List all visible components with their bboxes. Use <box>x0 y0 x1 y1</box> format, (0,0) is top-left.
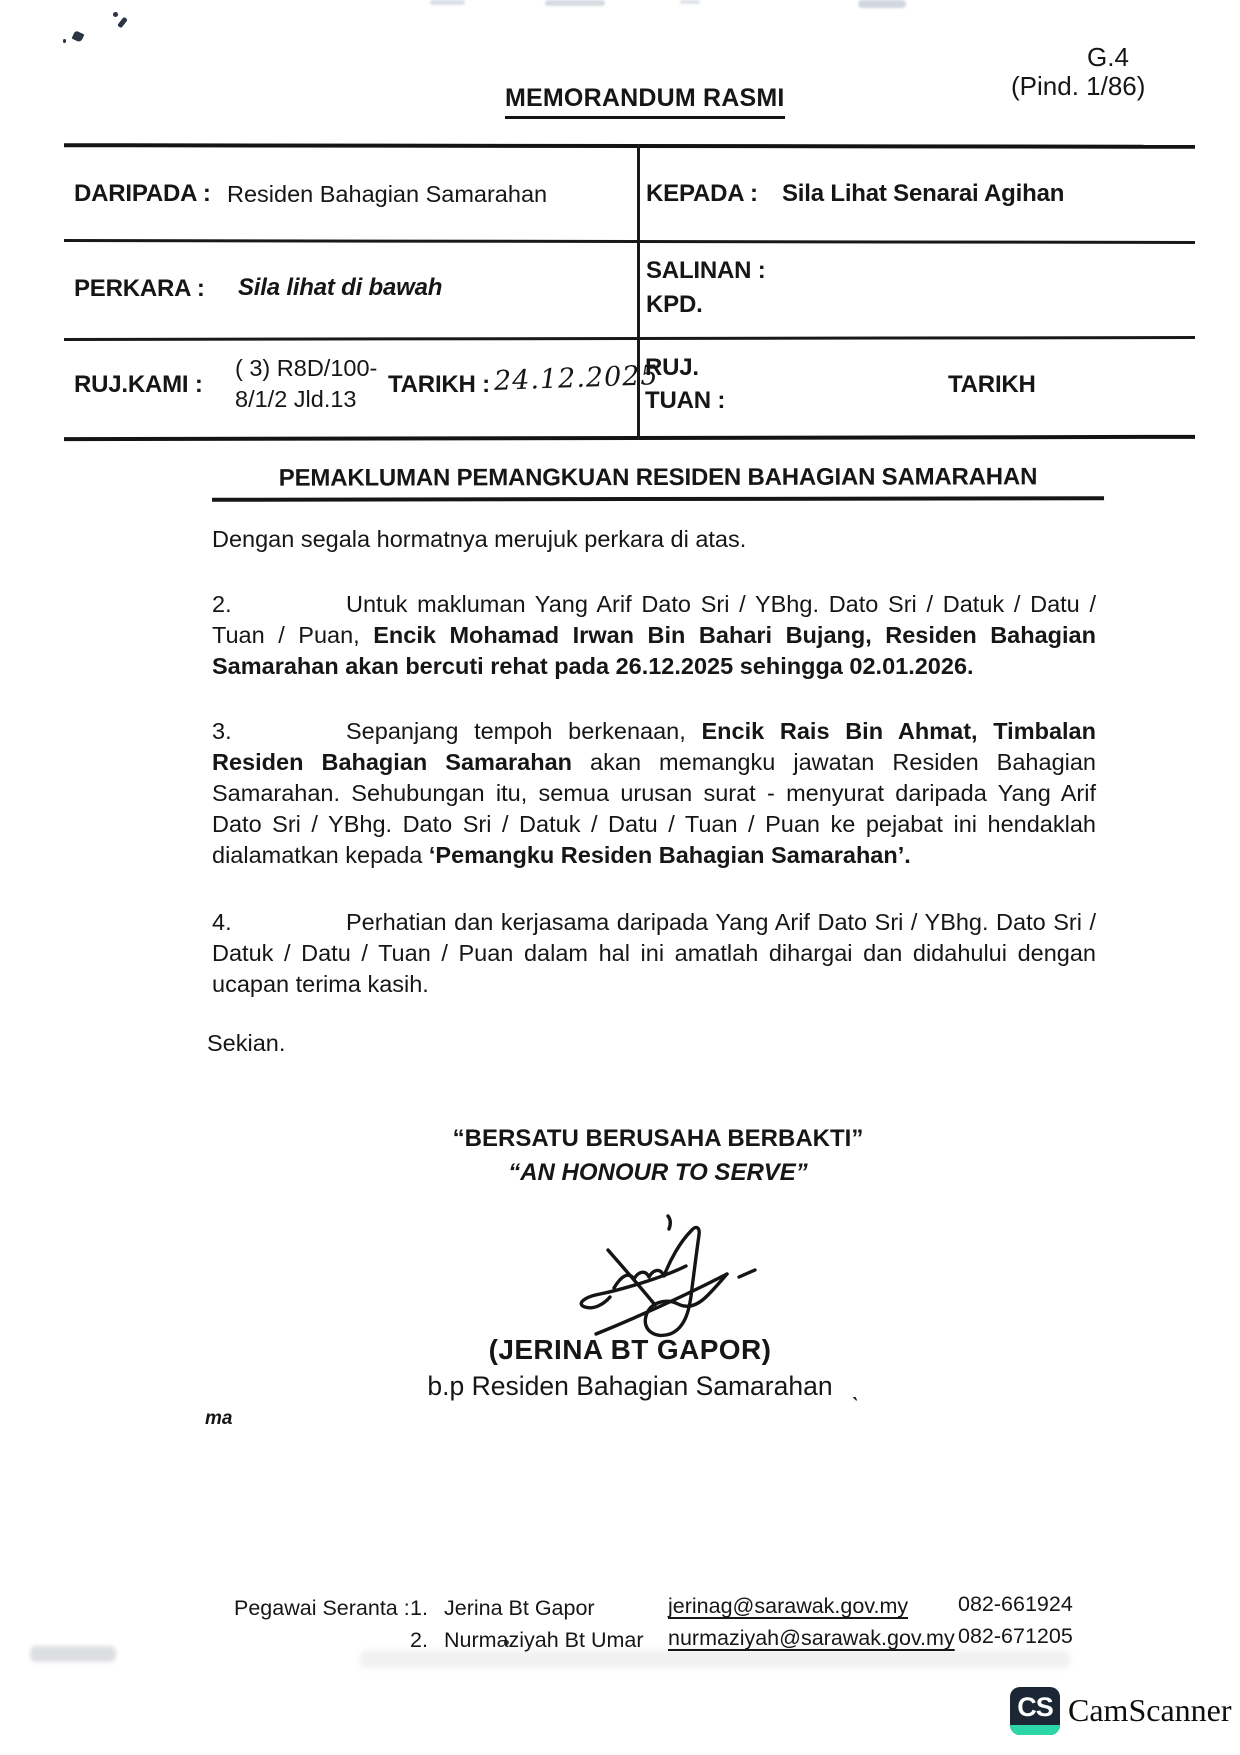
stray-pen-tick: ˋ <box>851 1392 860 1422</box>
paragraph-2-number: 2. <box>212 591 232 617</box>
ruj-tuan-label-line1: RUJ. <box>645 354 699 381</box>
document-title: MEMORANDUM RASMI <box>505 84 785 119</box>
table-border-bottom <box>64 435 1195 441</box>
subject-title: PEMAKLUMAN PEMANGKUAN RESIDEN BAHAGIAN SAMARAHAN <box>212 463 1104 502</box>
paragraph-4-number: 4. <box>212 909 232 935</box>
motto-line2: “AN HONOUR TO SERVE” <box>508 1159 808 1186</box>
camscanner-logo-letters: CS <box>1017 1691 1053 1722</box>
typist-initials-note: ma <box>205 1408 233 1429</box>
scan-smudge <box>30 1646 116 1662</box>
form-revision: (Pind. 1/86) <box>1011 71 1146 101</box>
officer-number: 2. <box>410 1628 428 1652</box>
officer-email: nurmaziyah@sarawak.gov.my <box>668 1626 955 1650</box>
paragraph-4-text: Perhatian dan kerjasama daripada Yang Arif Dato Sri / YBhg. Dato Sri / Datuk / Datu / Tuan / Puan dalam hal ini amatlah dihargai dan didahului dengan ucapan terima kasih. <box>212 909 1096 997</box>
ruj-tuan-label-line2: TUAN : <box>645 387 726 414</box>
table-border-top <box>64 143 1195 149</box>
scan-smudge <box>430 0 465 5</box>
camscanner-logo-icon <box>1010 1687 1060 1735</box>
paragraph-3-bold-text: Encik Rais Bin Ahmat, Timbalan Residen Bahagian Samarahan <box>212 718 1096 775</box>
scan-speck <box>63 39 66 43</box>
table-row-divider <box>64 239 1195 244</box>
scan-smudge <box>858 0 906 8</box>
kepada-label: KEPADA : <box>646 180 758 207</box>
scan-speck <box>113 12 118 17</box>
paragraph-4 <box>212 907 1096 1000</box>
officer-name: Jerina Bt Gapor <box>444 1596 595 1620</box>
signature-image <box>558 1208 763 1340</box>
scan-smudge <box>680 0 700 4</box>
officer-email: jerinag@sarawak.gov.my <box>668 1594 909 1618</box>
memo-header-table <box>64 144 1195 440</box>
camscanner-brand-text: CamScanner <box>1068 1692 1232 1728</box>
table-row-divider <box>64 336 1195 341</box>
ruj-kami-ref-line1: ( 3) R8D/100- <box>235 355 378 381</box>
daripada-value: Residen Bahagian Samarahan <box>227 181 548 207</box>
officer-name: Nurmaziyah Bt Umar <box>444 1628 644 1652</box>
tarikh-label: TARIKH : <box>388 371 490 398</box>
kpd-label: KPD. <box>646 291 703 318</box>
tarikh-handwritten-value: 24.12.2025 <box>493 360 660 397</box>
kepada-value: Sila Lihat Senarai Agihan <box>782 180 1065 207</box>
paragraph-2-bold-text: Encik Mohamad Irwan Bin Bahari Bujang, Residen Bahagian Samarahan akan bercuti rehat pada 26.12.2025 sehingga 02.01.2026. <box>212 622 1096 679</box>
scan-smudge <box>545 0 605 6</box>
officer-phone: 082-671205 <box>958 1624 1073 1648</box>
officer-phone: 082-661924 <box>958 1592 1073 1616</box>
perkara-label: PERKARA : <box>74 275 205 302</box>
paragraph-3 <box>212 716 1096 871</box>
salinan-label: SALINAN : <box>646 257 766 284</box>
motto <box>212 1122 1104 1190</box>
paragraph-2 <box>212 589 1096 682</box>
form-code: G.4 <box>1087 42 1129 72</box>
scan-speck <box>72 30 85 42</box>
tarikh-right-label: TARIKH <box>948 371 1036 398</box>
table-column-divider <box>637 144 640 440</box>
paragraph-3-text: akan memangku jawatan Residen Bahagian Samarahan. Sehubungan itu, semua urusan surat - menyurat daripada Yang Arif Dato Sri / YBhg. Dato Sri / Datuk / Datu / Tuan / Puan ke pejabat ini hendaklah dialamatkan kepada <box>212 749 1096 868</box>
ruj-kami-label: RUJ.KAMI : <box>74 371 203 398</box>
camscanner-logo-accent-strip <box>1010 1725 1060 1735</box>
paragraph-2-text: Untuk makluman Yang Arif Dato Sri / YBhg. Dato Sri / Datuk / Datu / Tuan / Puan, <box>212 591 1096 648</box>
signatory-name: (JERINA BT GAPOR) <box>488 1334 772 1365</box>
signature-block <box>280 1334 980 1402</box>
motto-line1: “BERSATU BERUSAHA BERBAKTI” <box>452 1125 864 1152</box>
ruj-kami-ref-line2: 8/1/2 Jld.13 <box>235 386 357 412</box>
closing-word: Sekian. <box>207 1030 286 1056</box>
opening-paragraph: Dengan segala hormatnya merujuk perkara di atas. <box>212 526 747 552</box>
officer-number: 1. <box>410 1596 428 1620</box>
footer-label: Pegawai Seranta : <box>234 1596 410 1620</box>
signatory-capacity: b.p Residen Bahagian Samarahan <box>427 1371 833 1401</box>
scan-speck <box>117 17 128 29</box>
paragraph-3-number: 3. <box>212 718 232 744</box>
daripada-label: DARIPADA : <box>74 180 211 207</box>
paragraph-3-text: Sepanjang tempoh berkenaan, <box>346 718 702 744</box>
paragraph-3-bold-text: ‘Pemangku Residen Bahagian Samarahan’. <box>428 842 911 868</box>
perkara-value: Sila lihat di bawah <box>238 274 443 301</box>
